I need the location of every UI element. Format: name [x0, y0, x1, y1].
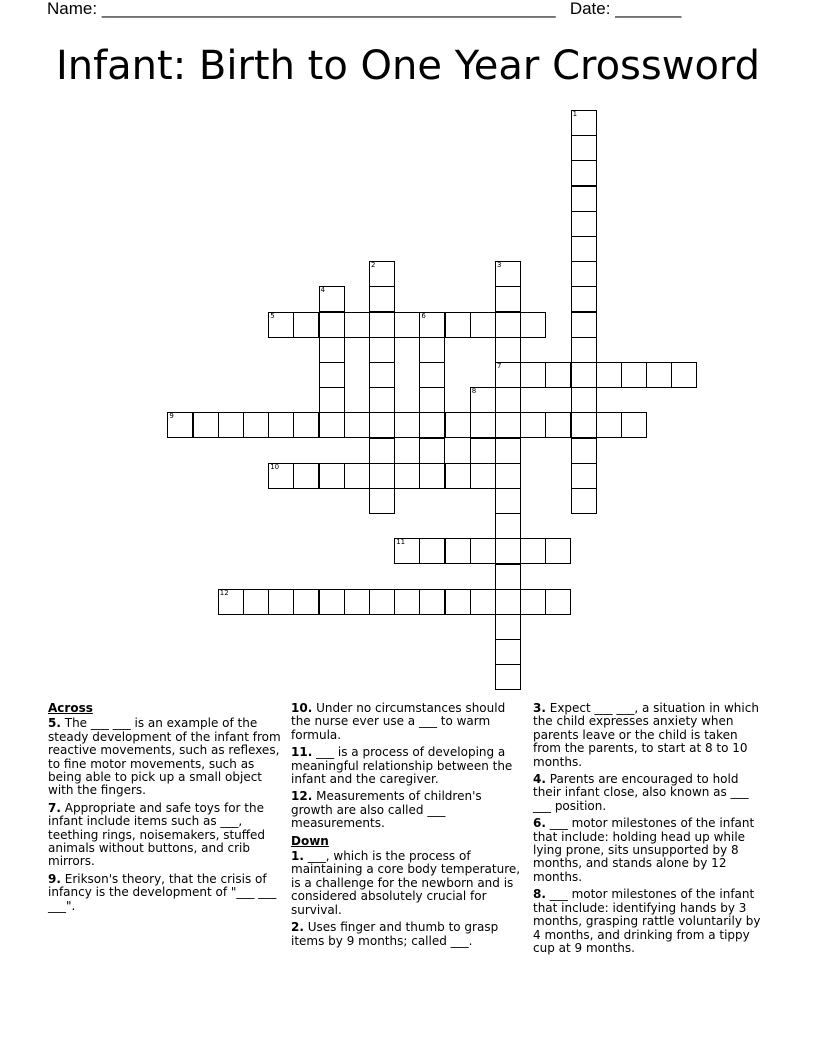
grid-cell[interactable] [369, 589, 395, 615]
grid-cell[interactable] [369, 463, 395, 489]
grid-cell[interactable] [495, 564, 521, 590]
grid-cell[interactable] [293, 589, 319, 615]
grid-cell[interactable] [445, 589, 471, 615]
grid-cell[interactable] [394, 312, 420, 338]
grid-cell[interactable] [369, 412, 395, 438]
clue-text: Measurements of children's growth are also called ___ measurements. [291, 789, 482, 831]
clue-text: Uses finger and thumb to grasp items by 9 months; called ___. [291, 920, 499, 948]
grid-cell[interactable] [495, 664, 521, 690]
grid-cell[interactable] [419, 538, 445, 564]
date-label: Date: [569, 0, 611, 18]
grid-cell[interactable] [193, 412, 219, 438]
grid-cell[interactable] [470, 387, 496, 413]
grid-cell[interactable] [495, 538, 521, 564]
clue-column-1 [48, 702, 282, 917]
grid-cell[interactable] [369, 337, 395, 363]
grid-cell[interactable] [319, 387, 345, 413]
grid-cell[interactable] [445, 312, 471, 338]
cell-number: 8 [471, 387, 477, 396]
grid-cell[interactable] [571, 412, 597, 438]
clue-column-2 [291, 702, 525, 952]
clue-text: ___ is a process of developing a meaningful relationship between the infant and the caregiver. [291, 745, 513, 787]
clue-text: Erikson's theory, that the crisis of infancy is the development of "___ ___ ___". [48, 871, 277, 913]
date-blank[interactable]: _______ [615, 0, 682, 18]
grid-cell[interactable] [319, 412, 345, 438]
grid-cell[interactable] [218, 589, 244, 615]
grid-cell[interactable] [621, 412, 647, 438]
grid-cell[interactable] [495, 337, 521, 363]
grid-cell[interactable] [293, 412, 319, 438]
grid-cell[interactable] [571, 186, 597, 212]
clue-number: 12. [291, 789, 313, 804]
clue-number: 9. [48, 871, 61, 886]
grid-cell[interactable] [571, 312, 597, 338]
clue-number: 6. [533, 816, 546, 831]
grid-cell[interactable] [571, 135, 597, 161]
grid-cell[interactable] [344, 312, 370, 338]
grid-cell[interactable] [319, 312, 345, 338]
cell-number: 12 [219, 588, 229, 597]
grid-cell[interactable] [369, 312, 395, 338]
grid-cell[interactable] [495, 488, 521, 514]
grid-cell[interactable] [495, 412, 521, 438]
clue-across-12 [291, 790, 525, 830]
grid-cell[interactable] [419, 463, 445, 489]
grid-cell[interactable] [419, 438, 445, 464]
clue-number: 5. [48, 716, 61, 731]
grid-cell[interactable] [268, 463, 294, 489]
grid-cell[interactable] [571, 362, 597, 388]
grid-cell[interactable] [419, 337, 445, 363]
grid-cell[interactable] [545, 412, 571, 438]
cell-number: 9 [169, 412, 174, 421]
grid-cell[interactable] [319, 337, 345, 363]
grid-cell[interactable] [419, 362, 445, 388]
grid-cell[interactable] [571, 110, 597, 136]
clue-number: 8. [533, 887, 546, 902]
cell-number: 6 [421, 311, 426, 320]
grid-cell[interactable] [571, 261, 597, 287]
grid-cell[interactable] [545, 538, 571, 564]
grid-cell[interactable] [419, 412, 445, 438]
grid-cell[interactable] [470, 412, 496, 438]
grid-cell[interactable] [394, 412, 420, 438]
clue-text: ___, which is the process of maintaining a core body temperature, is a challenge for the newborn and is considered absolutely crucial for survival. [291, 849, 521, 917]
grid-cell[interactable] [319, 463, 345, 489]
clue-down-3 [533, 702, 767, 769]
clue-text: Expect ___ ___, a situation in which the child expresses anxiety when parents leave or the child is taken from the parents, to start at 8 to 10 months. [533, 701, 759, 769]
grid-cell[interactable] [571, 286, 597, 312]
grid-cell[interactable] [520, 589, 546, 615]
clue-down-6 [533, 817, 767, 884]
clue-text: The ___ ___ is an example of the steady development of the infant from reactive movements, such as reflexes, to fine motor movements, such as being able to pick up a small object with the fingers. [48, 716, 281, 798]
grid-cell[interactable] [571, 236, 597, 262]
grid-cell[interactable] [621, 362, 647, 388]
grid-cell[interactable] [495, 261, 521, 287]
cell-number: 3 [497, 261, 502, 270]
grid-cell[interactable] [243, 589, 269, 615]
grid-cell[interactable] [243, 412, 269, 438]
grid-cell[interactable] [268, 312, 294, 338]
grid-cell[interactable] [495, 312, 521, 338]
grid-cell[interactable] [596, 362, 622, 388]
grid-cell[interactable] [268, 412, 294, 438]
grid-cell[interactable] [344, 412, 370, 438]
clue-down-8 [533, 888, 767, 955]
grid-cell[interactable] [495, 513, 521, 539]
grid-cell[interactable] [344, 463, 370, 489]
grid-cell[interactable] [571, 387, 597, 413]
grid-cell[interactable] [571, 488, 597, 514]
grid-cell[interactable] [445, 412, 471, 438]
grid-cell[interactable] [571, 160, 597, 186]
clue-number: 2. [291, 920, 304, 935]
clue-number: 3. [533, 701, 546, 715]
grid-cell[interactable] [369, 286, 395, 312]
clue-down-1 [291, 850, 525, 917]
grid-cell[interactable] [369, 362, 395, 388]
grid-cell[interactable] [571, 438, 597, 464]
clue-across-9 [48, 873, 282, 913]
page-title: Infant: Birth to One Year Crossword [55, 43, 761, 89]
clue-number: 1. [291, 849, 304, 864]
clue-down-2 [291, 921, 525, 948]
grid-cell[interactable] [268, 589, 294, 615]
grid-cell[interactable] [319, 362, 345, 388]
clue-down-4 [533, 773, 767, 813]
grid-cell[interactable] [394, 589, 420, 615]
grid-cell[interactable] [571, 337, 597, 363]
cell-number: 4 [320, 286, 326, 295]
cell-number: 5 [270, 311, 275, 320]
grid-cell[interactable] [319, 589, 345, 615]
grid-cell[interactable] [495, 463, 521, 489]
name-blank[interactable]: ________________________________________________ [101, 0, 556, 18]
grid-cell[interactable] [167, 412, 193, 438]
grid-cell[interactable] [293, 312, 319, 338]
down-heading: Down [291, 833, 329, 848]
grid-cell[interactable] [369, 261, 395, 287]
cell-number: 7 [497, 362, 502, 370]
grid-cell[interactable] [394, 538, 420, 564]
clue-text: Parents are encouraged to hold their infant close, also known as ___ ___ position. [533, 772, 749, 813]
grid-cell[interactable] [571, 463, 597, 489]
grid-cell[interactable] [470, 438, 496, 464]
grid-cell[interactable] [571, 211, 597, 237]
cell-number: 1 [572, 110, 578, 118]
cell-number: 11 [396, 538, 406, 547]
grid-cell[interactable] [344, 589, 370, 615]
grid-cell[interactable] [520, 312, 546, 338]
clue-text: Appropriate and safe toys for the infant include items such as ___, teething rings, noisemakers, stuffed animals without buttons, and crib mirrors. [48, 800, 266, 869]
grid-cell[interactable] [445, 463, 471, 489]
grid-cell[interactable] [671, 362, 697, 388]
grid-cell[interactable] [394, 463, 420, 489]
clue-text: ___ motor milestones of the infant that include: identifying hands by 3 months, grasping rattle voluntarily by 4 months, and drinking from a tippy cup at 9 months. [533, 887, 761, 955]
grid-cell[interactable] [495, 362, 521, 388]
grid-cell[interactable] [419, 387, 445, 413]
grid-cell[interactable] [470, 463, 496, 489]
grid-cell[interactable] [596, 412, 622, 438]
grid-cell[interactable] [495, 286, 521, 312]
clue-column-3 [533, 702, 767, 959]
cell-number: 2 [371, 261, 376, 270]
grid-cell[interactable] [218, 412, 244, 438]
grid-cell[interactable] [520, 362, 546, 388]
grid-cell[interactable] [495, 438, 521, 464]
grid-cell[interactable] [520, 538, 546, 564]
grid-cell[interactable] [293, 463, 319, 489]
grid-cell[interactable] [470, 589, 496, 615]
clue-across-11 [291, 746, 525, 786]
grid-cell[interactable] [495, 589, 521, 615]
grid-cell[interactable] [646, 362, 672, 388]
grid-cell[interactable] [495, 639, 521, 665]
grid-cell[interactable] [445, 538, 471, 564]
clue-text: Under no circumstances should the nurse ever use a ___ to warm formula. [291, 701, 506, 742]
grid-cell[interactable] [495, 387, 521, 413]
clue-number: 4. [533, 772, 546, 787]
grid-cell[interactable] [419, 312, 445, 338]
clue-across-5 [48, 717, 282, 797]
clue-number: 10. [291, 701, 313, 715]
grid-cell[interactable] [545, 362, 571, 388]
clue-text: ___ motor milestones of the infant that include: holding head up while lying prone, sits unsupported by 8 months, and stands alone by 12 months. [533, 816, 755, 884]
grid-cell[interactable] [495, 614, 521, 640]
clue-number: 7. [48, 800, 61, 815]
grid-cell[interactable] [369, 488, 395, 514]
grid-cell[interactable] [545, 589, 571, 615]
grid-cell[interactable] [369, 387, 395, 413]
grid-cell[interactable] [520, 412, 546, 438]
grid-cell[interactable] [369, 438, 395, 464]
grid-cell[interactable] [319, 286, 345, 312]
grid-cell[interactable] [419, 589, 445, 615]
grid-cell[interactable] [470, 312, 496, 338]
cell-number: 10 [270, 462, 280, 471]
clue-number: 11. [291, 745, 313, 760]
across-heading: Across [48, 701, 93, 715]
clue-across-10 [291, 702, 525, 742]
clue-across-7 [48, 802, 282, 869]
grid-cell[interactable] [470, 538, 496, 564]
name-label: Name: [47, 0, 98, 18]
